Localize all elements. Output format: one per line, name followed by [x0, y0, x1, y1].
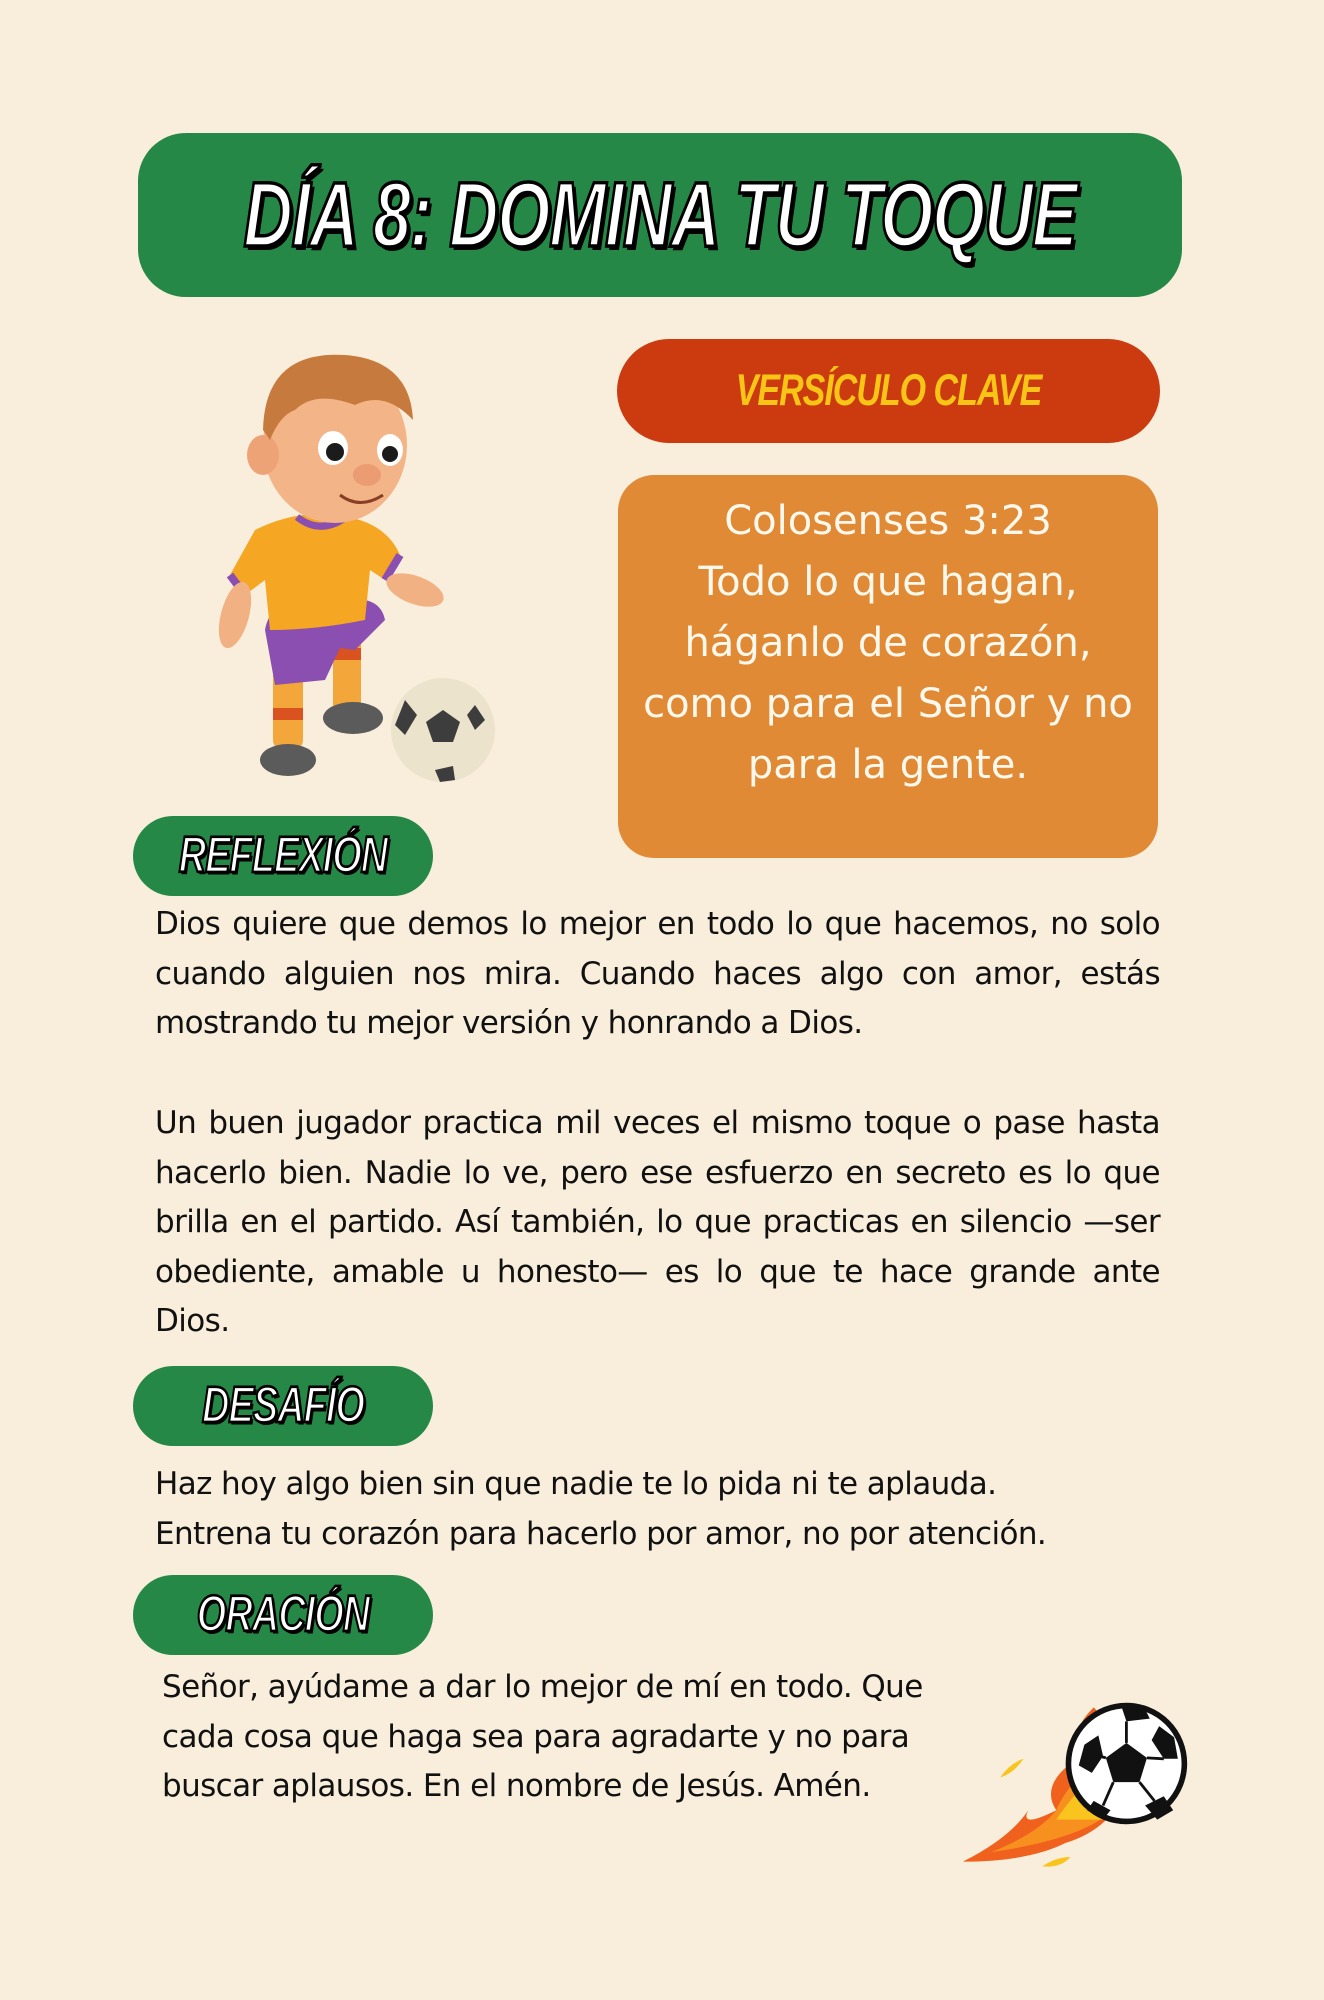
oracion-text [162, 1663, 1022, 1812]
verse-reference: Colosenses 3:23 [724, 498, 1052, 544]
verse-label-pill [617, 339, 1160, 443]
verse-text: Todo lo que hagan, háganlo de corazón, como para el Señor y no para la gente. [643, 559, 1133, 788]
oracion-line: cada cosa que haga sea para agradarte y no para [162, 1718, 910, 1755]
section-label: REFLEXIÓN [178, 826, 388, 884]
reflexion-paragraph: Dios quiere que demos lo mejor en todo lo que hacemos, no solo cuando alguien nos mira. Cuando haces algo con amor, estás mostrando tu mejor versión y honrando a Dios. [155, 906, 1160, 1041]
title-banner [138, 133, 1182, 297]
verse-box [618, 475, 1158, 858]
desafio-line: Haz hoy algo bien sin que nadie te lo pida ni te aplauda. [155, 1466, 997, 1502]
oracion-line: buscar aplausos. En el nombre de Jesús. Amén. [162, 1768, 871, 1804]
section-label: ORACIÓN [196, 1585, 370, 1643]
section-header-reflexion [133, 816, 433, 896]
page-title: DÍA 8: DOMINA TU TOQUE [243, 163, 1077, 267]
desafio-text [155, 1460, 1160, 1559]
section-header-oracion [133, 1575, 433, 1655]
section-label: DESAFÍO [202, 1376, 364, 1434]
desafio-line: Entrena tu corazón para hacerlo por amor, no por atención. [155, 1515, 1047, 1552]
oracion-line: Señor, ayúdame a dar lo mejor de mí en todo. Que [162, 1669, 923, 1705]
boy-soccer-illustration [185, 330, 515, 800]
reflexion-paragraph: Un buen jugador practica mil veces el mismo toque o pase hasta hacerlo bien. Nadie lo ve, pero ese esfuerzo en secreto es lo que brilla en el partido. Así también, lo que practicas en silencio —ser obediente, amable u honesto— es lo que te hace grande ante Dios. [155, 1105, 1160, 1339]
section-header-desafio [133, 1366, 433, 1446]
verse-label: VERSÍCULO CLAVE [735, 365, 1042, 416]
flaming-soccer-ball-icon [950, 1670, 1200, 1885]
